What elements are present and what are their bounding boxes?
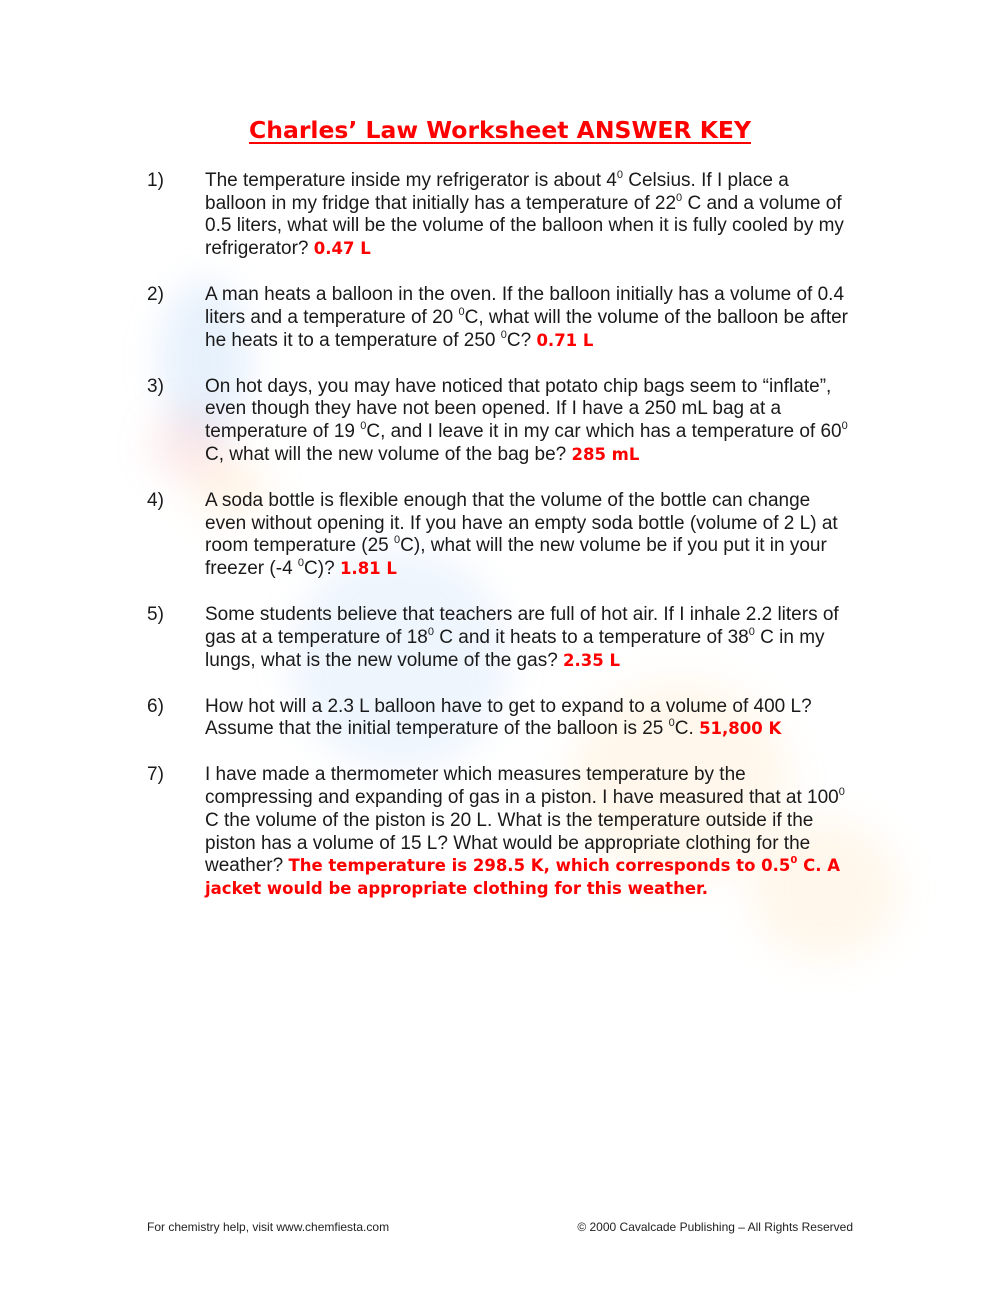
question-2 <box>147 284 867 352</box>
answer: 51,800 K <box>699 719 782 739</box>
question-number: 5) <box>147 604 164 626</box>
question-text: Some students believe that teachers are full of hot air. If I inhale 2.2 liters of gas at a temperature of $18^0$ C and it heats to a temperature of $38^0$ C in my lungs, what is the new volume of the gas? 2.35 L <box>205 604 839 671</box>
question-number: 7) <box>147 764 164 786</box>
question-7 <box>147 764 867 900</box>
question-text: How hot will a 2.3 L balloon have to get to expand to a volume of 400 L? Assume that the initial temperature of the balloon is 25 $^0$C. 51,800 K <box>205 695 812 740</box>
question-number: 4) <box>147 489 164 511</box>
answer: 0.47 L <box>313 239 371 259</box>
answer: 285 mL <box>571 444 640 464</box>
footer-copyright: © 2000 Cavalcade Publishing – All Rights Reserved <box>577 1220 853 1234</box>
page-title: Charles’ Law Worksheet ANSWER KEY <box>248 116 751 144</box>
question-text: I have made a thermometer which measures temperature by the compressing and expanding of gas in a piston. I have measured that at $100^0$ C the volume of the piston is 20 L. What is the temperature outside if the piston has a volume of 15 L? What would be appropriate clothing for the weather? The temperature is 298.5 K, which corresponds to $0.5^0$ C. A jacket would be appropriate clothing for this weather. <box>205 764 845 898</box>
question-number: 6) <box>147 695 164 717</box>
question-list <box>147 170 867 924</box>
question-1 <box>147 170 867 261</box>
question-text: On hot days, you may have noticed that potato chip bags seem to “inflate”, even though they have not been opened. If I have a 250 mL bag at a temperature of 19 $^0$C, and I leave it in my car which has a temperature of $60^0$ C, what will the new volume of the bag be? 285 mL <box>205 375 848 465</box>
question-text: A soda bottle is flexible enough that the volume of the bottle can change even without opening it. If you have an empty soda bottle (volume of 2 L) at room temperature (25 $^0$C), what will the new volume be if you put it in your freezer (-4 $^0$C)? 1.81 L <box>205 489 838 580</box>
answer: 2.35 L <box>563 650 621 670</box>
question-number: 1) <box>147 170 164 191</box>
page-footer <box>147 1220 853 1234</box>
question-number: 2) <box>147 284 164 306</box>
question-text: A man heats a balloon in the oven. If the balloon initially has a volume of 0.4 liters and a temperature of 20 $^0$C, what will the volume of the balloon be after he heats it to a temperature of 250 $^0$C? 0.71 L <box>205 284 848 351</box>
question-3 <box>147 376 867 467</box>
question-4 <box>147 490 867 581</box>
footer-help-link-text: For chemistry help, visit www.chemfiesta.com <box>147 1220 390 1234</box>
question-text: The temperature inside my refrigerator is about $4^0$ Celsius. If I place a balloon in my fridge that initially has a temperature of $22^0$ C and a volume of 0.5 liters, what will be the volume of the balloon when it is fully cooled by my refrigerator? 0.47 L <box>205 169 844 260</box>
question-number: 3) <box>147 375 164 397</box>
answer: 1.81 L <box>339 559 397 579</box>
answer: The temperature is 298.5 K, which corresponds to $0.5^0$ C. A jacket would be appropriate clothing for this weather. <box>205 855 840 898</box>
answer: 0.71 L <box>536 330 594 350</box>
question-5 <box>147 604 867 672</box>
question-6 <box>147 696 867 741</box>
